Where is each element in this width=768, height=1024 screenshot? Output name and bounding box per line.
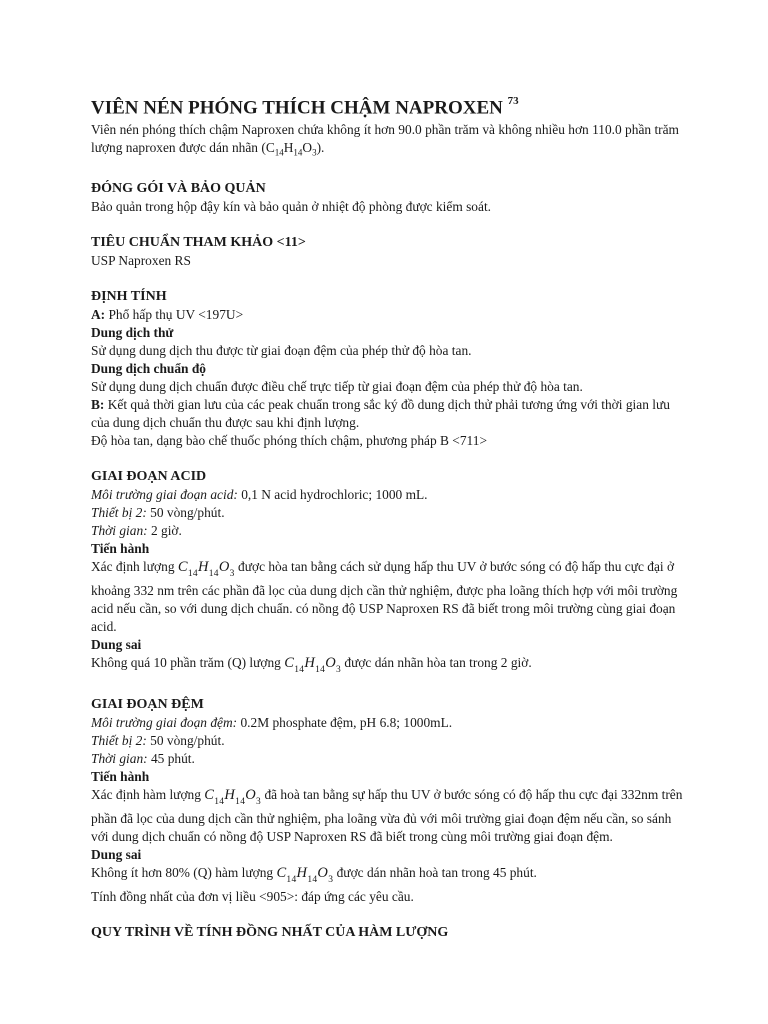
- buffer-procedure-pre: Xác định hàm lượng: [91, 786, 205, 802]
- identification-b-text: Kết quả thời gian lưu của các peak chuẩn trong sắc ký đồ dung dịch thử phải tương ứng với thời gian lưu của dung dịch chuẩn thu được sau khi định lượng.: [91, 397, 670, 430]
- buffer-medium-value: 0.2M phosphate đệm, pH 6.8; 1000mL.: [237, 714, 453, 730]
- buffer-time-label: Thời gian:: [91, 750, 148, 766]
- acid-procedure-text: [91, 558, 691, 636]
- formula-o-sub: 3: [335, 664, 342, 675]
- acid-apparatus-value: 50 vòng/phút.: [146, 505, 225, 520]
- identification-b-label: B:: [91, 397, 105, 412]
- buffer-tolerance-post: được dán nhãn hoà tan trong 45 phút.: [333, 864, 537, 880]
- buffer-stage-heading: GIAI ĐOẠN ĐỆM: [91, 696, 204, 712]
- buffer-procedure-text: [91, 786, 691, 846]
- acid-apparatus-label: Thiết bị 2:: [91, 505, 147, 520]
- formula-o: O: [325, 654, 336, 671]
- buffer-medium: [91, 714, 691, 732]
- naproxen-formula: [276, 864, 334, 885]
- formula-c: C: [276, 864, 287, 881]
- identification-a: [91, 306, 691, 324]
- acid-tolerance-heading: Dung sai: [91, 636, 142, 652]
- acid-procedure-pre: Xác định lượng: [91, 559, 178, 574]
- buffer-tolerance-pre: Không ít hơn 80% (Q) hàm lượng: [91, 864, 277, 880]
- buffer-tolerance-text: [91, 864, 691, 888]
- buffer-apparatus-label: Thiết bị 2:: [91, 732, 147, 748]
- buffer-apparatus-value: 50 vòng/phút.: [146, 732, 225, 748]
- acid-tolerance-post: được dán nhãn hòa tan trong 2 giờ.: [341, 654, 532, 670]
- identification-a-text: Phổ hấp thụ UV <197U>: [105, 307, 244, 322]
- intro-formula-c-sub: 14: [274, 148, 284, 158]
- spacer: [91, 270, 691, 288]
- formula-o: O: [245, 786, 257, 803]
- identification-a-label: A:: [91, 307, 106, 322]
- content-uniformity-heading: QUY TRÌNH VỀ TÍNH ĐỒNG NHẤT CỦA HÀM LƯỢNG: [91, 924, 449, 940]
- formula-h: H: [304, 654, 316, 671]
- formula-h: H: [296, 864, 308, 881]
- naproxen-formula: [177, 559, 235, 579]
- acid-medium-label: Môi trường giai đoạn acid:: [91, 487, 238, 502]
- intro-paragraph: [91, 121, 691, 162]
- buffer-procedure-heading: Tiến hành: [91, 768, 150, 784]
- acid-time-label: Thời gian:: [91, 523, 148, 538]
- formula-o-sub: 3: [229, 568, 235, 579]
- document-title: [91, 92, 691, 119]
- formula-c-sub: 14: [187, 568, 198, 579]
- intro-formula-c: C: [265, 140, 275, 156]
- acid-time: [91, 522, 691, 540]
- test-solution-text: Sử dụng dung dịch thu được từ giai đoạn đệm của phép thử độ hòa tan.: [91, 343, 472, 358]
- formula-o-sub: 3: [256, 796, 262, 807]
- acid-tolerance-pre: Không quá 10 phần trăm (Q) lượng: [91, 654, 285, 670]
- formula-o: O: [317, 864, 329, 881]
- formula-h-sub: 14: [208, 568, 219, 579]
- document-page: [91, 92, 691, 942]
- test-solution-heading: Dung dịch thử: [91, 325, 174, 340]
- formula-c-sub: 14: [294, 664, 305, 675]
- identification-heading: ĐỊNH TÍNH: [91, 289, 167, 304]
- spacer: [91, 906, 691, 924]
- naproxen-formula: [204, 786, 262, 807]
- standard-solution-heading: Dung dịch chuẩn độ: [91, 361, 206, 376]
- formula-c: C: [284, 654, 295, 671]
- formula-c: C: [177, 559, 188, 575]
- uniformity-text: Tính đồng nhất của đơn vị liều <905>: đáp ứng các yêu cầu.: [91, 888, 414, 904]
- buffer-time-value: 45 phút.: [147, 750, 195, 766]
- intro-formula-h-sub: 14: [293, 148, 303, 158]
- formula-c: C: [204, 786, 215, 803]
- spacer: [91, 450, 691, 468]
- formula-h-sub: 14: [315, 664, 326, 675]
- identification-b: [91, 396, 691, 432]
- intro-formula-o-sub: 3: [312, 148, 317, 158]
- naproxen-formula: [284, 654, 342, 675]
- buffer-procedure-post: đã hoà tan bằng sự hấp thu UV ở bước sóng có độ hấp thu cực đại 332nm trên phần đã lọc của dung dịch cần thử nghiệm, pha loãng vừa đủ với môi trường giai đoạn đệm nếu cần, so sánh với dung dịch chuẩn có nồng độ USP Naproxen RS đã biết trong cùng môi trường giai đoạn đệm.: [91, 786, 683, 844]
- intro-text: Viên nén phóng thích chậm Naproxen chứa không ít hơn 90.0 phần trăm và không nhiều hơn 110.0 phần trăm lượng naproxen được dán nhãn (: [91, 122, 679, 156]
- intro-end: ).: [316, 140, 325, 156]
- formula-h: H: [224, 786, 236, 803]
- reference-heading: TIÊU CHUẨN THAM KHẢO <11>: [91, 235, 306, 250]
- title-reference-number: 73: [507, 95, 519, 107]
- spacer: [91, 162, 691, 180]
- acid-procedure-post: được hòa tan bằng cách sử dụng hấp thu UV ở bước sóng có độ hấp thu cực đại ở khoảng 332 nm trên các phần đã lọc của dung dịch cần thử nghiệm, được pha loãng thích hợp với môi trường acid nếu cần, so với dung dịch chuẩn. có nồng độ USP Naproxen RS đã biết trong môi trường cùng giai đoạn acid.: [91, 559, 678, 634]
- formula-c-sub: 14: [286, 874, 297, 885]
- formula-c-sub: 14: [214, 796, 225, 807]
- reference-text: USP Naproxen RS: [91, 253, 191, 268]
- acid-procedure-heading: Tiến hành: [91, 541, 150, 556]
- dissolution-text: Độ hòa tan, dạng bào chế thuốc phóng thích chậm, phương pháp B <711>: [91, 433, 487, 448]
- acid-medium: [91, 486, 691, 504]
- title-text: VIÊN NÉN PHÓNG THÍCH CHẬM NAPROXEN: [91, 97, 503, 119]
- formula-o-sub: 3: [328, 874, 334, 885]
- packaging-text: Bảo quản trong hộp đậy kín và bảo quản ở nhiệt độ phòng được kiểm soát.: [91, 199, 492, 214]
- acid-apparatus: [91, 504, 691, 522]
- acid-stage-heading: GIAI ĐOẠN ACID: [91, 469, 207, 484]
- spacer: [91, 216, 691, 234]
- acid-medium-value: 0,1 N acid hydrochloric; 1000 mL.: [237, 487, 428, 502]
- formula-h-sub: 14: [307, 874, 318, 885]
- formula-h-sub: 14: [235, 796, 246, 807]
- intro-formula-o: O: [302, 140, 313, 156]
- formula-o: O: [218, 559, 230, 575]
- formula-h: H: [197, 559, 209, 575]
- buffer-tolerance-heading: Dung sai: [91, 846, 142, 862]
- spacer: [91, 678, 691, 696]
- standard-solution-text: Sử dụng dung dịch chuẩn được điều chế trực tiếp từ giai đoạn đệm của phép thử độ hòa tan.: [91, 379, 583, 394]
- intro-formula-h: H: [283, 140, 294, 156]
- buffer-apparatus: [91, 732, 691, 750]
- buffer-time: [91, 750, 691, 768]
- buffer-medium-label: Môi trường giai đoạn đệm:: [91, 714, 238, 730]
- packaging-heading: ĐÓNG GÓI VÀ BẢO QUẢN: [91, 181, 266, 196]
- acid-time-value: 2 giờ.: [147, 523, 182, 538]
- acid-tolerance-text: [91, 654, 691, 678]
